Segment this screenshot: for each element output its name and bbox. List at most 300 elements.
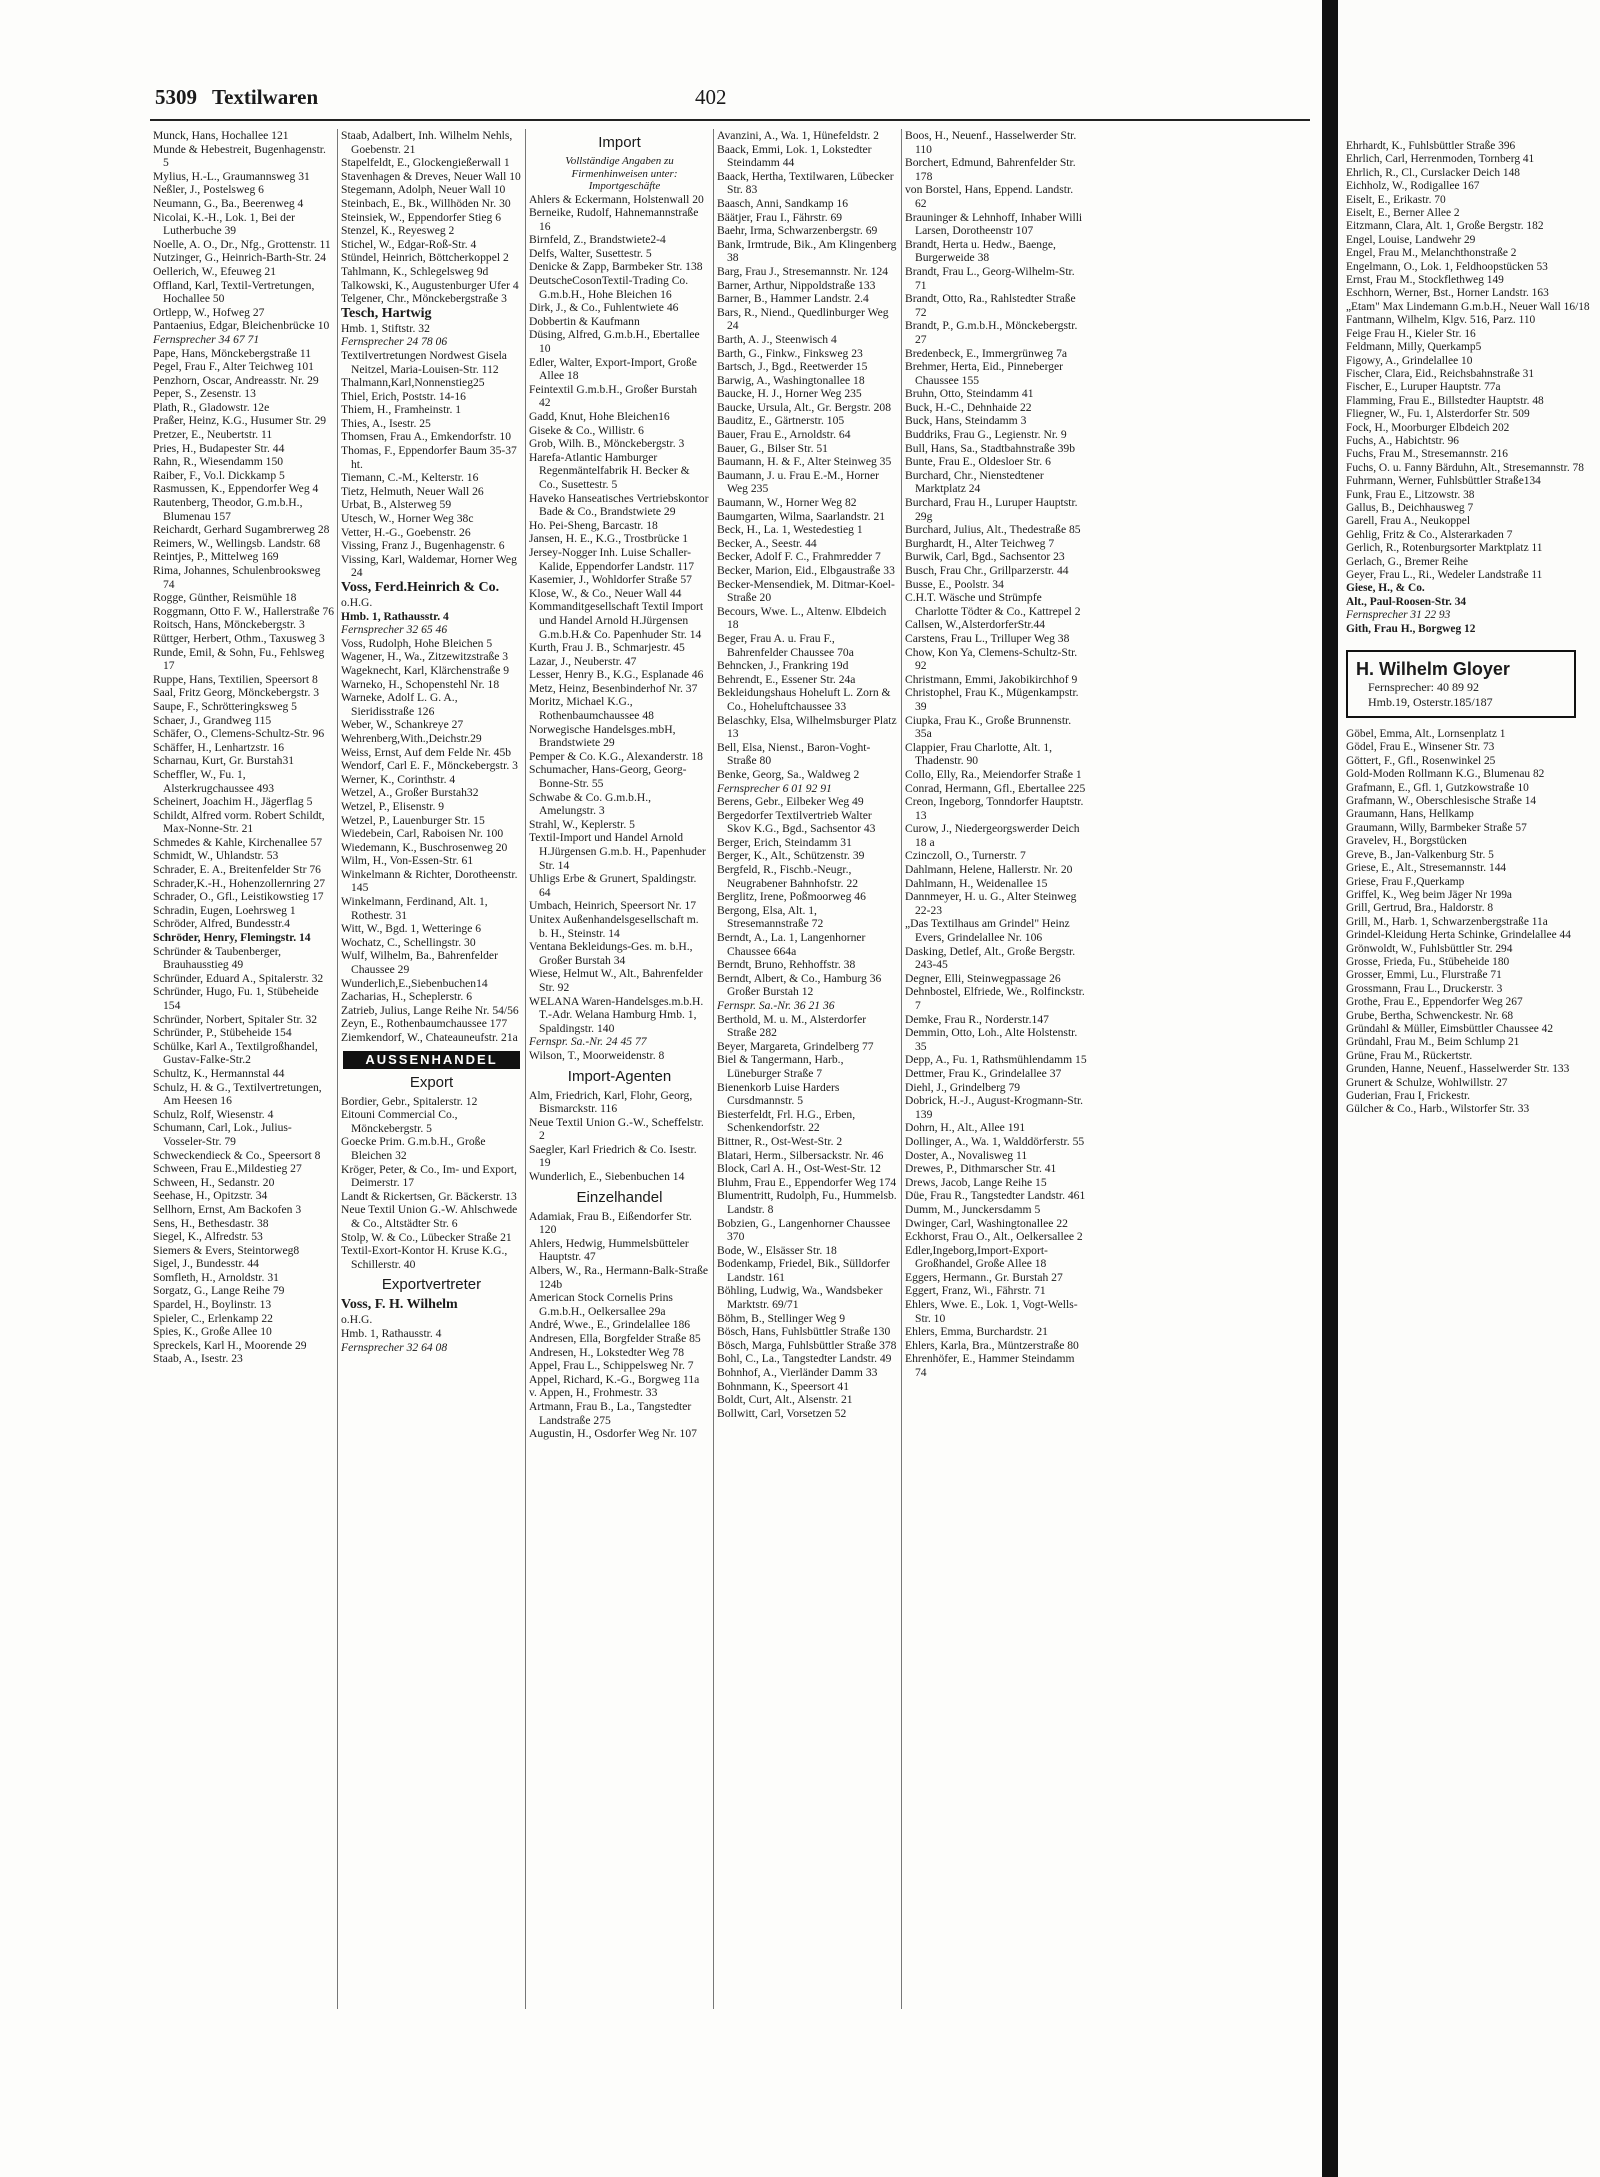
directory-entry: Voss, F. H. Wilhelm — [341, 1297, 458, 1313]
directory-entry: Thiem, H., Framheinstr. 1 — [341, 403, 462, 417]
column-4 — [714, 129, 902, 2009]
directory-entry: Ziemkendorf, W., Chateauneufstr. 21a — [341, 1031, 518, 1044]
directory-entry: Jersey-Nogger Inh. Luise Schaller-Kalide, Eppendorfer Landstr. 117 — [529, 545, 695, 573]
ad-address: Hmb.19, Osterstr.185/187 — [1368, 695, 1493, 710]
directory-entry: Talkowski, K., Augustenburger Ufer 4 — [341, 278, 519, 292]
directory-entry: Dasking, Detlef, Alt., Große Bergstr. 243-45 — [905, 944, 1076, 972]
column-2 — [338, 129, 526, 2009]
directory-entry: Berndt, Albert, & Co., Hamburg 36 Großer Burstah 12 — [717, 971, 882, 999]
directory-entry: Berthold, M. u. M., Alsterdorfer Straße 282 — [717, 1012, 867, 1040]
directory-entry: Drewes, P., Dithmarscher Str. 41 — [905, 1162, 1057, 1176]
directory-entry: Harefa-Atlantic Hamburger Regenmäntelfabrik H. Becker & Co., Susettestr. 5 — [529, 450, 690, 491]
directory-entry: Pries, H., Budapester Str. 44 — [153, 441, 285, 455]
directory-entry: Vollständige Angaben zu Firmenhinweisen unter: Importgeschäfte — [565, 155, 678, 192]
directory-entry: Stolp, W. & Co., Lübecker Straße 21 — [341, 1230, 512, 1244]
directory-entry: Wunderlich,E.,Siebenbuchen14 — [341, 976, 488, 990]
directory-entry: „Das Textilhaus am Grindel" Heinz Evers, Grindelallee Nr. 106 — [905, 917, 1070, 945]
directory-entry: Peper, S., Zesenstr. 13 — [153, 387, 256, 401]
directory-entry: Wetzel, A., Großer Burstah32 — [341, 786, 479, 800]
directory-entry: Nutzinger, G., Heinrich-Barth-Str. 24 — [153, 251, 327, 265]
directory-entry: Bienenkorb Luise Harders Cursdmannstr. 5 — [717, 1080, 840, 1108]
directory-entry: Haveko Hanseatisches Vertriebskontor Bade & Co., Brandstwiete 29 — [529, 491, 709, 519]
directory-entry: Depp, A., Fu. 1, Rathsmühlendamm 15 — [905, 1053, 1087, 1067]
directory-entry: Bell, Elsa, Nienst., Baron-Voght-Straße 80 — [717, 740, 871, 768]
directory-entry: Greve, B., Jan-Valkenburg Str. 5 — [1346, 848, 1494, 861]
directory-entry: Ahlers & Eckermann, Holstenwall 20 — [529, 192, 704, 206]
column-1 — [150, 129, 338, 2009]
directory-entry: Brandt, Otto, Ra., Rahlstedter Straße 72 — [905, 292, 1076, 319]
directory-entry: Adamiak, Frau B., Eißendorfer Str. 120 — [529, 1209, 692, 1237]
directory-entry: Kurth, Frau J. B., Schmarjestr. 45 — [529, 641, 685, 655]
directory-entry: Stenzel, K., Reyesweg 2 — [341, 224, 455, 238]
directory-entry: Barth, A. J., Steenwisch 4 — [717, 332, 837, 346]
directory-entry: Mylius, H.-L., Graumannsweg 31 — [153, 169, 310, 183]
directory-entry: Drews, Jacob, Lange Reihe 15 — [905, 1175, 1047, 1189]
directory-entry: Bluhm, Frau E., Eppendorfer Weg 174 — [717, 1175, 897, 1189]
directory-entry: Burwik, Carl, Bgd., Sachsentor 23 — [905, 550, 1065, 564]
directory-entry: Birnfeld, Z., Brandstwiete2-4 — [529, 233, 666, 247]
directory-entry: Baasch, Anni, Sandkamp 16 — [717, 196, 849, 210]
directory-entry: Schumann, Carl, Lok., Julius-Vosseler-Str. 79 — [153, 1121, 292, 1148]
directory-entry: Uhligs Erbe & Grunert, Spaldingstr. 64 — [529, 872, 697, 899]
directory-entry: Bittner, R., Ost-West-Str. 2 — [717, 1134, 843, 1148]
directory-entry: Ehlers, Emma, Burchardstr. 21 — [905, 1325, 1048, 1339]
directory-entry: Biel & Tangermann, Harb., Lüneburger Straße 7 — [717, 1053, 844, 1080]
directory-entry: Schumacher, Hans-Georg, Georg-Bonne-Str. 55 — [529, 763, 687, 791]
directory-entry: Collo, Elly, Ra., Meiendorfer Straße 1 — [905, 767, 1082, 781]
directory-entry: Bollwitt, Carl, Vorsetzen 52 — [717, 1406, 847, 1420]
directory-entry: Boldt, Curt, Alt., Alsenstr. 21 — [717, 1393, 853, 1407]
directory-entry: Vissing, Karl, Waldemar, Horner Weg 24 — [341, 552, 517, 580]
directory-entry: Ehrhardt, K., Fuhlsbüttler Straße 396 — [1346, 140, 1516, 152]
directory-entry: Gehlig, Fritz & Co., Alsterarkaden 7 — [1346, 528, 1513, 541]
directory-entry: Barth, G., Finkw., Finksweg 23 — [717, 346, 863, 360]
directory-entry: Schrader, O., Gfl., Leistikowstieg 17 — [153, 890, 324, 904]
directory-entry: Berneike, Rudolf, Hahnemannstraße 16 — [529, 206, 699, 233]
directory-entry: „Etam" Max Lindemann G.m.b.H., Neuer Wall 16/18 — [1346, 300, 1590, 313]
directory-entry: Rogge, Günther, Reismühle 18 — [153, 591, 297, 605]
directory-entry: Grafmann, E., Gfl. 1, Gutzkowstraße 10 — [1346, 781, 1529, 794]
directory-entry: Klose, W., & Co., Neuer Wall 44 — [529, 586, 682, 600]
directory-entry: Schäfer, O., Clemens-Schultz-Str. 96 — [153, 727, 325, 741]
directory-entry: Benke, Georg, Sa., Waldweg 2 — [717, 767, 860, 781]
directory-entry: Thalmann,Karl,Nonnenstieg25 — [341, 376, 485, 390]
directory-entry: Schweckendieck & Co., Speersort 8 — [153, 1148, 321, 1162]
directory-entry: Lesser, Henry B., K.G., Esplanade 46 — [529, 668, 704, 682]
directory-entry: Doster, A., Novalisweg 11 — [905, 1148, 1028, 1162]
directory-entry: Scharnau, Kurt, Gr. Burstah31 — [153, 754, 295, 768]
directory-entry: Gründahl, Frau M., Beim Schlump 21 — [1346, 1036, 1520, 1049]
directory-entry: von Borstel, Hans, Eppend. Landstr. 62 — [905, 183, 1074, 210]
directory-entry: Appel, Richard, K.-G., Borgweg 11a — [529, 1372, 700, 1386]
directory-entry: Ahlers, Hedwig, Hummelsbütteler Hauptstr. 47 — [529, 1236, 689, 1264]
directory-entry: Engel, Frau M., Melanchthonstraße 2 — [1346, 247, 1517, 260]
directory-entry: Grill, Gertrud, Bra., Haldorstr. 8 — [1346, 902, 1494, 915]
directory-entry: Schween, H., Sedanstr. 20 — [153, 1175, 275, 1189]
directory-entry: Goecke Prim. G.m.b.H., Große Bleichen 32 — [341, 1135, 486, 1162]
directory-entry: Jansen, H. E., K.G., Trostbrücke 1 — [529, 532, 689, 546]
directory-entry: Graumann, Hans, Hellkamp — [1346, 808, 1474, 821]
directory-entry: Edler, Walter, Export-Import, Große Allee 18 — [529, 355, 697, 383]
column-6 — [1346, 140, 1596, 636]
directory-entry: Bohnhof, A., Vierländer Damm 33 — [717, 1366, 878, 1380]
directory-entry: Schwabe & Co. G.m.b.H., Amelungstr. 3 — [529, 790, 652, 818]
directory-entry: Saal, Fritz Georg, Mönckebergstr. 3 — [153, 686, 320, 700]
directory-entry: Burchard, Chr., Nienstedtener Marktplatz 24 — [905, 468, 1044, 496]
directory-entry: Ho. Pei-Sheng, Barcastr. 18 — [529, 518, 658, 532]
listing-columns — [150, 129, 1310, 2009]
directory-entry: Barner, B., Hammer Landstr. 2.4 — [717, 292, 869, 306]
directory-entry: Dobrick, H.-J., August-Krogmann-Str. 139 — [905, 1094, 1084, 1121]
directory-entry: Burghardt, H., Alter Teichweg 7 — [905, 536, 1055, 550]
directory-entry: Schründer, Hugo, Fu. 1, Stübeheide 154 — [153, 985, 319, 1012]
directory-entry: Feintextil G.m.b.H., Großer Burstah 42 — [529, 382, 698, 410]
directory-entry: Fernspr. Sa.-Nr. 36 21 36 — [717, 999, 835, 1012]
directory-entry: Callsen, W.,AlsterdorferStr.44 — [905, 618, 1046, 632]
directory-entry: Baumann, W., Horner Weg 82 — [717, 496, 857, 510]
directory-entry: Siemers & Evers, Steintorweg8 — [153, 1243, 300, 1257]
directory-entry: Baack, Emmi, Lok. 1, Lokstedter Steindamm 44 — [717, 142, 872, 170]
section-heading: AUSSENHANDEL — [343, 1051, 520, 1069]
directory-entry: Dehnbostel, Elfriede, We., Rolfinckstr. 7 — [905, 985, 1085, 1012]
directory-entry: Wiedebein, Carl, Raboisen Nr. 100 — [341, 827, 504, 841]
page-header — [150, 85, 1310, 117]
directory-entry: Berglitz, Irene, Poßmoorweg 46 — [717, 890, 866, 904]
directory-entry: Bekleidungshaus Hoheluft L. Zorn & Co., Hoheluftchaussee 33 — [717, 686, 891, 713]
directory-entry: Dollinger, A., Wa. 1, Walddörferstr. 55 — [905, 1134, 1085, 1148]
directory-entry: Grothe, Frau E., Eppendorfer Weg 267 — [1346, 996, 1523, 1009]
directory-entry: Schröder, Henry, Flemingstr. 14 — [153, 931, 311, 945]
directory-entry: Ventana Bekleidungs-Ges. m. b.H., Großer Burstah 34 — [529, 940, 693, 967]
directory-entry: WELANA Waren-Handelsges.m.b.H. T.-Adr. Welana Hamburg Hmb. 1, Spaldingstr. 140 — [529, 994, 704, 1035]
directory-entry: Becker, Marion, Eid., Elbgaustraße 33 — [717, 564, 895, 577]
directory-entry: Brandt, Frau L., Georg-Wilhelm-Str. 71 — [905, 264, 1075, 292]
directory-entry: Schaer, J., Grandweg 115 — [153, 713, 272, 727]
ad-company-name: H. Wilhelm Gloyer — [1356, 659, 1510, 680]
directory-entry: Schrader, E. A., Breitenfelder Str 76 — [153, 863, 321, 877]
facing-page-fragment — [1338, 0, 1600, 2177]
directory-entry: Berger, K., Alt., Schützenstr. 39 — [717, 849, 865, 863]
directory-entry: Brandt, Herta u. Hedw., Baenge, Burgerweide 38 — [905, 237, 1056, 265]
directory-entry: Rautenberg, Theodor, G.m.b.H., Blumenau 157 — [153, 496, 303, 523]
directory-entry: Dumm, M., Junckersdamm 5 — [905, 1202, 1041, 1216]
directory-entry: Bunte, Frau E., Oldesloer Str. 6 — [905, 455, 1051, 469]
directory-entry: Hmb. 1, Rathausstr. 4 — [341, 1326, 442, 1340]
directory-entry: Bank, Irmtrude, Bik., Am Klingenberg 38 — [717, 237, 897, 265]
directory-entry: Eitouni Commercial Co., Mönckebergstr. 5 — [341, 1108, 458, 1135]
directory-entry: Weber, W., Schankreye 27 — [341, 718, 464, 732]
directory-entry: Ciupka, Frau K., Große Brunnenstr. 35a — [905, 713, 1072, 741]
directory-entry: Bauditz, E., Gärtnerstr. 105 — [717, 414, 845, 428]
directory-entry: André, Wwe., E., Grindelallee 186 — [529, 1318, 691, 1332]
directory-entry: Tesch, Hartwig — [341, 305, 432, 321]
directory-entry: Böhm, B., Stellinger Weg 9 — [717, 1311, 845, 1325]
directory-entry: Fernsprecher 24 78 06 — [341, 335, 448, 349]
directory-entry: Thomas, F., Eppendorfer Baum 35-37 ht. — [341, 444, 517, 471]
directory-entry: Fuhrmann, Werner, Fuhlsbüttler Straße134 — [1346, 475, 1541, 488]
directory-entry: Carstens, Frau L., Trilluper Weg 38 — [905, 631, 1070, 645]
directory-entry: Metz, Heinz, Besenbinderhof Nr. 37 — [529, 681, 698, 695]
directory-entry: Guderian, Frau I, Frickestr. — [1346, 1090, 1471, 1102]
section-heading: Import — [598, 134, 641, 151]
directory-entry: Roggmann, Otto F. W., Hallerstraße 76 — [153, 604, 335, 618]
directory-entry: Brauninger & Lehnhoff, Inhaber Willi Larsen, Dorotheenstr 107 — [905, 210, 1083, 238]
directory-entry: Buck, Hans, Steindamm 3 — [905, 414, 1027, 428]
ad-phone: Fernsprecher: 40 89 92 — [1368, 680, 1479, 695]
directory-entry: Belaschky, Elsa, Wilhelmsburger Platz 13 — [717, 713, 897, 741]
directory-entry: Gerlich, R., Rotenburgsorter Marktplatz 11 — [1346, 542, 1543, 555]
directory-entry: Barg, Frau J., Stresemannstr. Nr. 124 — [717, 264, 889, 278]
directory-entry: Schmedes & Kahle, Kirchenallee 57 — [153, 835, 323, 849]
directory-entry: Bordier, Gebr., Spitalerstr. 12 — [341, 1094, 478, 1108]
directory-entry: Schründer, Norbert, Spitaler Str. 32 — [153, 1012, 318, 1026]
directory-entry: Geyer, Frau L., Ri., Wedeler Landstraße 11 — [1346, 569, 1543, 581]
directory-entry: Berndt, Bruno, Rehhoffstr. 38 — [717, 958, 856, 972]
directory-entry: Vetter, H.-G., Goebenstr. 26 — [341, 525, 471, 539]
directory-entry: Grafmann, W., Oberschlesische Straße 14 — [1346, 795, 1537, 808]
directory-entry: Textil-Import und Handel Arnold H.Jürgensen G.m.b. H., Papenhuder Str. 14 — [529, 831, 706, 872]
directory-entry: Spreckels, Karl H., Moorende 29 — [153, 1338, 307, 1352]
directory-entry: Engelmann, O., Lok. 1, Feldhoopstücken 53 — [1346, 260, 1548, 273]
directory-entry: Bauer, G., Bilser Str. 51 — [717, 441, 828, 455]
directory-entry: Wetzel, P., Lauenburger Str. 15 — [341, 813, 485, 827]
directory-entry: Christmann, Emmi, Jakobikirchhof 9 — [905, 672, 1078, 686]
directory-entry: Fock, H., Moorburger Elbdeich 202 — [1346, 421, 1510, 434]
directory-entry: Ehrenhöfer, E., Hammer Steindamm 74 — [905, 1352, 1075, 1380]
directory-entry: Degner, Elli, Steinwegpassage 26 — [905, 971, 1061, 985]
directory-entry: Winkelmann & Richter, Dorotheenstr. 145 — [341, 867, 518, 895]
directory-entry: Fantmann, Wilhelm, Klgv. 516, Parz. 110 — [1346, 314, 1536, 327]
directory-entry: Scheffler, W., Fu. 1, Alsterkrugchaussee 493 — [153, 767, 275, 795]
directory-entry: Fuchs, A., Habichtstr. 96 — [1346, 434, 1459, 447]
directory-entry: Eiselt, E., Erikastr. 70 — [1346, 193, 1446, 206]
directory-entry: Berndt, A., La. 1, Langenhorner Chaussee 664a — [717, 931, 866, 958]
directory-entry: Grindel-Kleidung Herta Schinke, Grindelallee 44 — [1346, 929, 1571, 942]
directory-entry: Urbat, B., Alsterweg 59 — [341, 498, 452, 512]
directory-entry: Berger, Erich, Steindamm 31 — [717, 835, 852, 849]
directory-entry: Penzhorn, Oscar, Andreasstr. Nr. 29 — [153, 373, 319, 387]
directory-entry: Somfleth, H., Arnoldstr. 31 — [153, 1270, 279, 1284]
directory-entry: Pape, Hans, Mönckebergstraße 11 — [153, 346, 312, 360]
directory-entry: Feige Frau H., Kieler Str. 16 — [1346, 327, 1476, 340]
directory-entry: Wiese, Helmut W., Alt., Bahrenfelder Str. 92 — [529, 967, 703, 994]
directory-entry: Staab, A., Isestr. 23 — [153, 1352, 243, 1366]
directory-entry: Czinczoll, O., Turnerstr. 7 — [905, 849, 1026, 863]
directory-entry: Bobzien, G., Langenhorner Chaussee 370 — [717, 1216, 891, 1244]
directory-entry: Munde & Hebestreit, Bugenhagenstr. 5 — [153, 142, 326, 170]
directory-entry: Demmin, Otto, Loh., Alte Holstenstr. 35 — [905, 1026, 1078, 1053]
directory-entry: Schildt, Alfred vorm. Robert Schildt, Max-Nonne-Str. 21 — [153, 808, 325, 836]
directory-entry: Bauer, Frau E., Arnoldstr. 64 — [717, 428, 851, 442]
directory-entry: Wunderlich, E., Siebenbuchen 14 — [529, 1170, 685, 1184]
directory-entry: Becker, A., Seestr. 44 — [717, 536, 817, 550]
directory-entry: Bäätjer, Frau I., Fährstr. 69 — [717, 210, 843, 224]
directory-entry: Eitzmann, Clara, Alt. 1, Große Bergstr. 182 — [1346, 220, 1544, 233]
directory-entry: Dirk, J., & Co., Fuhlentwiete 46 — [529, 301, 679, 315]
directory-entry: Fernsprecher 32 64 08 — [341, 1340, 448, 1354]
directory-entry: Utesch, W., Horner Weg 38c — [341, 512, 474, 526]
directory-entry: Warneke, Adolf L. G. A., Sieridisstraße 126 — [341, 691, 458, 718]
directory-entry: Nicolai, K.-H., Lok. 1, Bei der Lutherbuche 39 — [153, 210, 295, 238]
directory-entry: Fernsprecher 31 22 93 — [1346, 609, 1451, 622]
directory-entry: Dannmeyer, H. u. G., Alter Steinweg 22-23 — [905, 890, 1077, 917]
directory-entry: Appel, Frau L., Schippelsweg Nr. 7 — [529, 1359, 694, 1373]
directory-entry: DeutscheCosonTextil-Trading Co. G.m.b.H., Hohe Bleichen 16 — [529, 274, 689, 301]
directory-entry: Dohrn, H., Alt., Allee 191 — [905, 1121, 1026, 1135]
directory-entry: Bodenkamp, Friedel, Bik., Sülldorfer Landstr. 161 — [717, 1257, 890, 1284]
directory-entry: Runde, Emil, & Sohn, Fu., Fehlsweg 17 — [153, 645, 325, 673]
directory-entry: Eggers, Hermann., Gr. Burstah 27 — [905, 1270, 1063, 1284]
directory-entry: Boos, H., Neuenf., Hasselwerder Str. 110 — [905, 129, 1077, 156]
page-gutter — [1322, 0, 1338, 2177]
directory-entry: Fernsprecher 32 65 46 — [341, 623, 448, 637]
directory-entry: Göbel, Emma, Alt., Lornsenplatz 1 — [1346, 728, 1506, 741]
directory-entry: Ruppe, Hans, Textilien, Speersort 8 — [153, 672, 318, 686]
directory-entry: Telgener, Chr., Mönckebergstraße 3 — [341, 292, 507, 306]
directory-entry: Conrad, Hermann, Gfl., Ebertallee 225 — [905, 781, 1086, 795]
directory-entry: Alt., Paul-Roosen-Str. 34 — [1346, 595, 1467, 608]
directory-entry: Zeyn, E., Rothenbaumchaussee 177 — [341, 1017, 508, 1031]
section-heading: Einzelhandel — [576, 1188, 663, 1206]
directory-entry: Pretzer, E., Neubertstr. 11 — [153, 428, 273, 442]
directory-entry: Funk, Frau E., Litzowstr. 38 — [1346, 488, 1475, 501]
directory-entry: o.H.G. — [341, 596, 373, 609]
directory-entry: Creon, Ingeborg, Tonndorfer Hauptstr. 13 — [905, 795, 1084, 822]
directory-entry: Bohl, C., La., Tangstedter Landstr. 49 — [717, 1352, 892, 1366]
directory-entry: Baucke, H. J., Horner Weg 235 — [717, 387, 862, 401]
directory-entry: Graumann, Willy, Barmbeker Straße 57 — [1346, 821, 1527, 834]
directory-entry: Grob, Wilh. B., Mönckebergstr. 3 — [529, 437, 685, 451]
directory-entry: Burchard, Julius, Alt., Thedestraße 85 — [905, 523, 1081, 537]
directory-entry: Diehl, J., Grindelberg 79 — [905, 1080, 1021, 1094]
directory-entry: Gülcher & Co., Harb., Wilstorfer Str. 33 — [1346, 1103, 1530, 1116]
directory-entry: Buddriks, Frau G., Legienstr. Nr. 9 — [905, 428, 1067, 442]
directory-entry: o.H.G. — [341, 1313, 373, 1327]
directory-entry: Spardel, H., Boylinstr. 13 — [153, 1298, 272, 1312]
directory-entry: Eichholz, W., Rodigallee 167 — [1346, 180, 1480, 193]
directory-entry: Thomsen, Frau A., Emkendorfstr. 10 — [341, 430, 512, 444]
directory-entry: Rahn, R., Wiesendamm 150 — [153, 455, 284, 469]
directory-entry: Wilm, H., Von-Essen-Str. 61 — [341, 854, 474, 868]
directory-entry: Pemper & Co. K.G., Alexanderstr. 18 — [529, 749, 703, 763]
directory-entry: Steinbach, E., Bk., Willhöden Nr. 30 — [341, 196, 511, 210]
directory-entry: Dwinger, Carl, Washingtonallee 22 — [905, 1216, 1068, 1230]
directory-entry: Seehase, H., Opitzstr. 34 — [153, 1189, 268, 1203]
directory-entry: Schmidt, W., Uhlandstr. 53 — [153, 849, 279, 863]
directory-entry: Andresen, Ella, Borgfelder Straße 85 — [529, 1332, 701, 1345]
directory-entry: Gerlach, G., Bremer Reihe — [1346, 555, 1469, 568]
directory-entry: Demke, Frau R., Norderstr.147 — [905, 1012, 1049, 1026]
directory-entry: Barwig, A., Washingtonallee 18 — [717, 373, 865, 387]
directory-entry: Schründer, P., Stübeheide 154 — [153, 1026, 292, 1040]
header-rule — [150, 119, 1310, 121]
directory-entry: Andresen, H., Lokstedter Weg 78 — [529, 1345, 685, 1359]
directory-entry: Engel, Louise, Landwehr 29 — [1346, 233, 1476, 246]
directory-entry: Gold-Moden Rollmann K.G., Blumenau 82 — [1346, 768, 1545, 781]
directory-entry: Ehlers, Karla, Bra., Müntzerstraße 80 — [905, 1338, 1079, 1352]
directory-entry: Bruhn, Otto, Steindamm 41 — [905, 387, 1034, 401]
directory-entry: Curow, J., Niedergeorgswerder Deich 18 a — [905, 822, 1080, 849]
directory-entry: American Stock Cornelis Prins G.m.b.H., Oelkersallee 29a — [529, 1291, 673, 1318]
directory-entry: Hmb. 1, Rathausstr. 4 — [341, 609, 449, 623]
directory-entry: Grunert & Schulze, Wohlwillstr. 27 — [1346, 1076, 1508, 1089]
directory-entry: Oellerich, W., Efeuweg 21 — [153, 264, 276, 278]
directory-entry: Fuchs, Frau M., Stresemannstr. 216 — [1346, 448, 1508, 461]
directory-entry: Grönwoldt, W., Fuhlsbüttler Str. 294 — [1346, 942, 1513, 955]
directory-entry: Zacharias, H., Scheplerstr. 6 — [341, 990, 473, 1004]
directory-entry: Stavenhagen & Dreves, Neuer Wall 10 — [341, 169, 521, 183]
directory-entry: Beck, H., La. 1, Westedestieg 1 — [717, 523, 863, 537]
directory-entry: Plath, R., Gladowstr. 12e — [153, 400, 270, 414]
directory-entry: Behncken, J., Frankring 19d — [717, 659, 849, 673]
directory-entry: Stichel, W., Edgar-Roß-Str. 4 — [341, 237, 477, 251]
directory-entry: Ortlepp, W., Hofweg 27 — [153, 305, 265, 319]
directory-entry: Sellhorn, Ernst, Am Backofen 3 — [153, 1202, 302, 1216]
directory-entry: Becker-Mensendiek, M. Ditmar-Koel-Straße 20 — [717, 577, 895, 605]
directory-entry: Griffel, K., Weg beim Jäger Nr 199a — [1346, 888, 1512, 901]
directory-entry: Fischer, E., Luruper Hauptstr. 77a — [1346, 381, 1501, 394]
directory-entry: Wilson, T., Moorweidenstr. 8 — [529, 1048, 665, 1062]
directory-entry: Flamming, Frau E., Billstedter Hauptstr. 48 — [1346, 394, 1544, 407]
directory-entry: Landt & Rickertsen, Gr. Bäckerstr. 13 — [341, 1189, 517, 1203]
directory-entry: Berens, Gebr., Eilbeker Weg 49 — [717, 795, 864, 809]
directory-entry: Offland, Karl, Textil-Vertretungen, Hochallee 50 — [153, 278, 315, 306]
directory-entry: Fliegner, W., Fu. 1, Alsterdorfer Str. 509 — [1346, 408, 1530, 421]
directory-entry: Griese, E., Alt., Stresemannstr. 144 — [1346, 862, 1507, 875]
directory-entry: Pantaenius, Edgar, Bleichenbrücke 10 — [153, 319, 330, 333]
directory-entry: Grube, Bertha, Schwenckestr. Nr. 68 — [1346, 1009, 1514, 1022]
directory-entry: Christophel, Frau K., Mügenkampstr. 39 — [905, 686, 1079, 713]
directory-entry: Scheinert, Joachim H., Jägerflag 5 — [153, 795, 313, 809]
directory-entry: Steinsiek, W., Eppendorfer Stieg 6 — [341, 210, 502, 224]
directory-entry: Baumann, H. & F., Alter Steinweg 35 — [717, 455, 892, 469]
directory-entry: Eggert, Franz, Wi., Fährstr. 71 — [905, 1284, 1046, 1298]
directory-entry: Grüne, Frau M., Rückertstr. — [1346, 1049, 1473, 1062]
directory-entry: Grosser, Emmi, Lu., Flurstraße 71 — [1346, 969, 1502, 982]
directory-entry: Siegel, K., Alfredstr. 53 — [153, 1230, 263, 1244]
section-heading: Export — [409, 1073, 454, 1091]
directory-entry: Stapelfeldt, E., Glockengießerwall 1 — [341, 156, 510, 170]
directory-entry: Sens, H., Bethesdastr. 38 — [153, 1216, 269, 1230]
column-3 — [526, 129, 714, 2009]
directory-entry: Bergong, Elsa, Alt. 1, Stresemannstraße 72 — [717, 903, 824, 931]
directory-entry: Weiss, Ernst, Auf dem Felde Nr. 45b — [341, 745, 512, 759]
directory-entry: Schradin, Eugen, Loehrsweg 1 — [153, 903, 296, 917]
directory-entry: Saegler, Karl Friedrich & Co. Isestr. 19 — [529, 1142, 697, 1170]
directory-entry: Bartsch, J., Bgd., Reetwerder 15 — [717, 360, 868, 374]
directory-entry: Neßler, J., Postelsweg 6 — [153, 183, 264, 197]
directory-entry: Feldmann, Milly, Querkamp5 — [1346, 341, 1482, 354]
directory-entry: Block, Carl A. H., Ost-West-Str. 12 — [717, 1162, 881, 1176]
directory-entry: Rasmussen, K., Eppendorfer Weg 4 — [153, 482, 319, 496]
directory-entry: Grunden, Hanne, Neuenf., Hasselwerder Str. 133 — [1346, 1063, 1570, 1076]
directory-entry: Gründahl & Müller, Eimsbüttler Chaussee 42 — [1346, 1022, 1554, 1035]
directory-entry: Hmb. 1, Stiftstr. 32 — [341, 321, 430, 335]
directory-entry: Gödel, Frau E., Winsener Str. 73 — [1346, 741, 1495, 754]
directory-entry: Wehrenberg,With.,Deichstr.29 — [341, 731, 482, 745]
directory-entry: Kommanditgesellschaft Textil Import und Handel Arnold H.Jürgensen G.m.b.H.& Co. Papenhuder Str. 14 — [529, 600, 704, 641]
directory-entry: Winkelmann, Ferdinand, Alt. 1, Rothestr. 31 — [341, 895, 488, 922]
directory-entry: Artmann, Frau B., La., Tangstedter Landstraße 275 — [529, 1399, 692, 1427]
directory-entry: Bode, W., Elsässer Str. 18 — [717, 1243, 837, 1257]
directory-entry: Moritz, Michael K.G., Rothenbaumchaussee 48 — [529, 695, 654, 723]
directory-entry: Bars, R., Niend., Quedlinburger Weg 24 — [717, 305, 889, 333]
directory-entry: Grosse, Frieda, Fu., Stübeheide 180 — [1346, 955, 1510, 968]
directory-entry: Gadd, Knut, Hohe Bleichen16 — [529, 410, 670, 423]
directory-entry: Schultz, K., Hermannstal 44 — [153, 1066, 285, 1080]
directory-entry: Behrendt, E., Essener Str. 24a — [717, 672, 856, 686]
directory-entry: Düsing, Alfred, G.m.b.H., Ebertallee 10 — [529, 328, 700, 356]
